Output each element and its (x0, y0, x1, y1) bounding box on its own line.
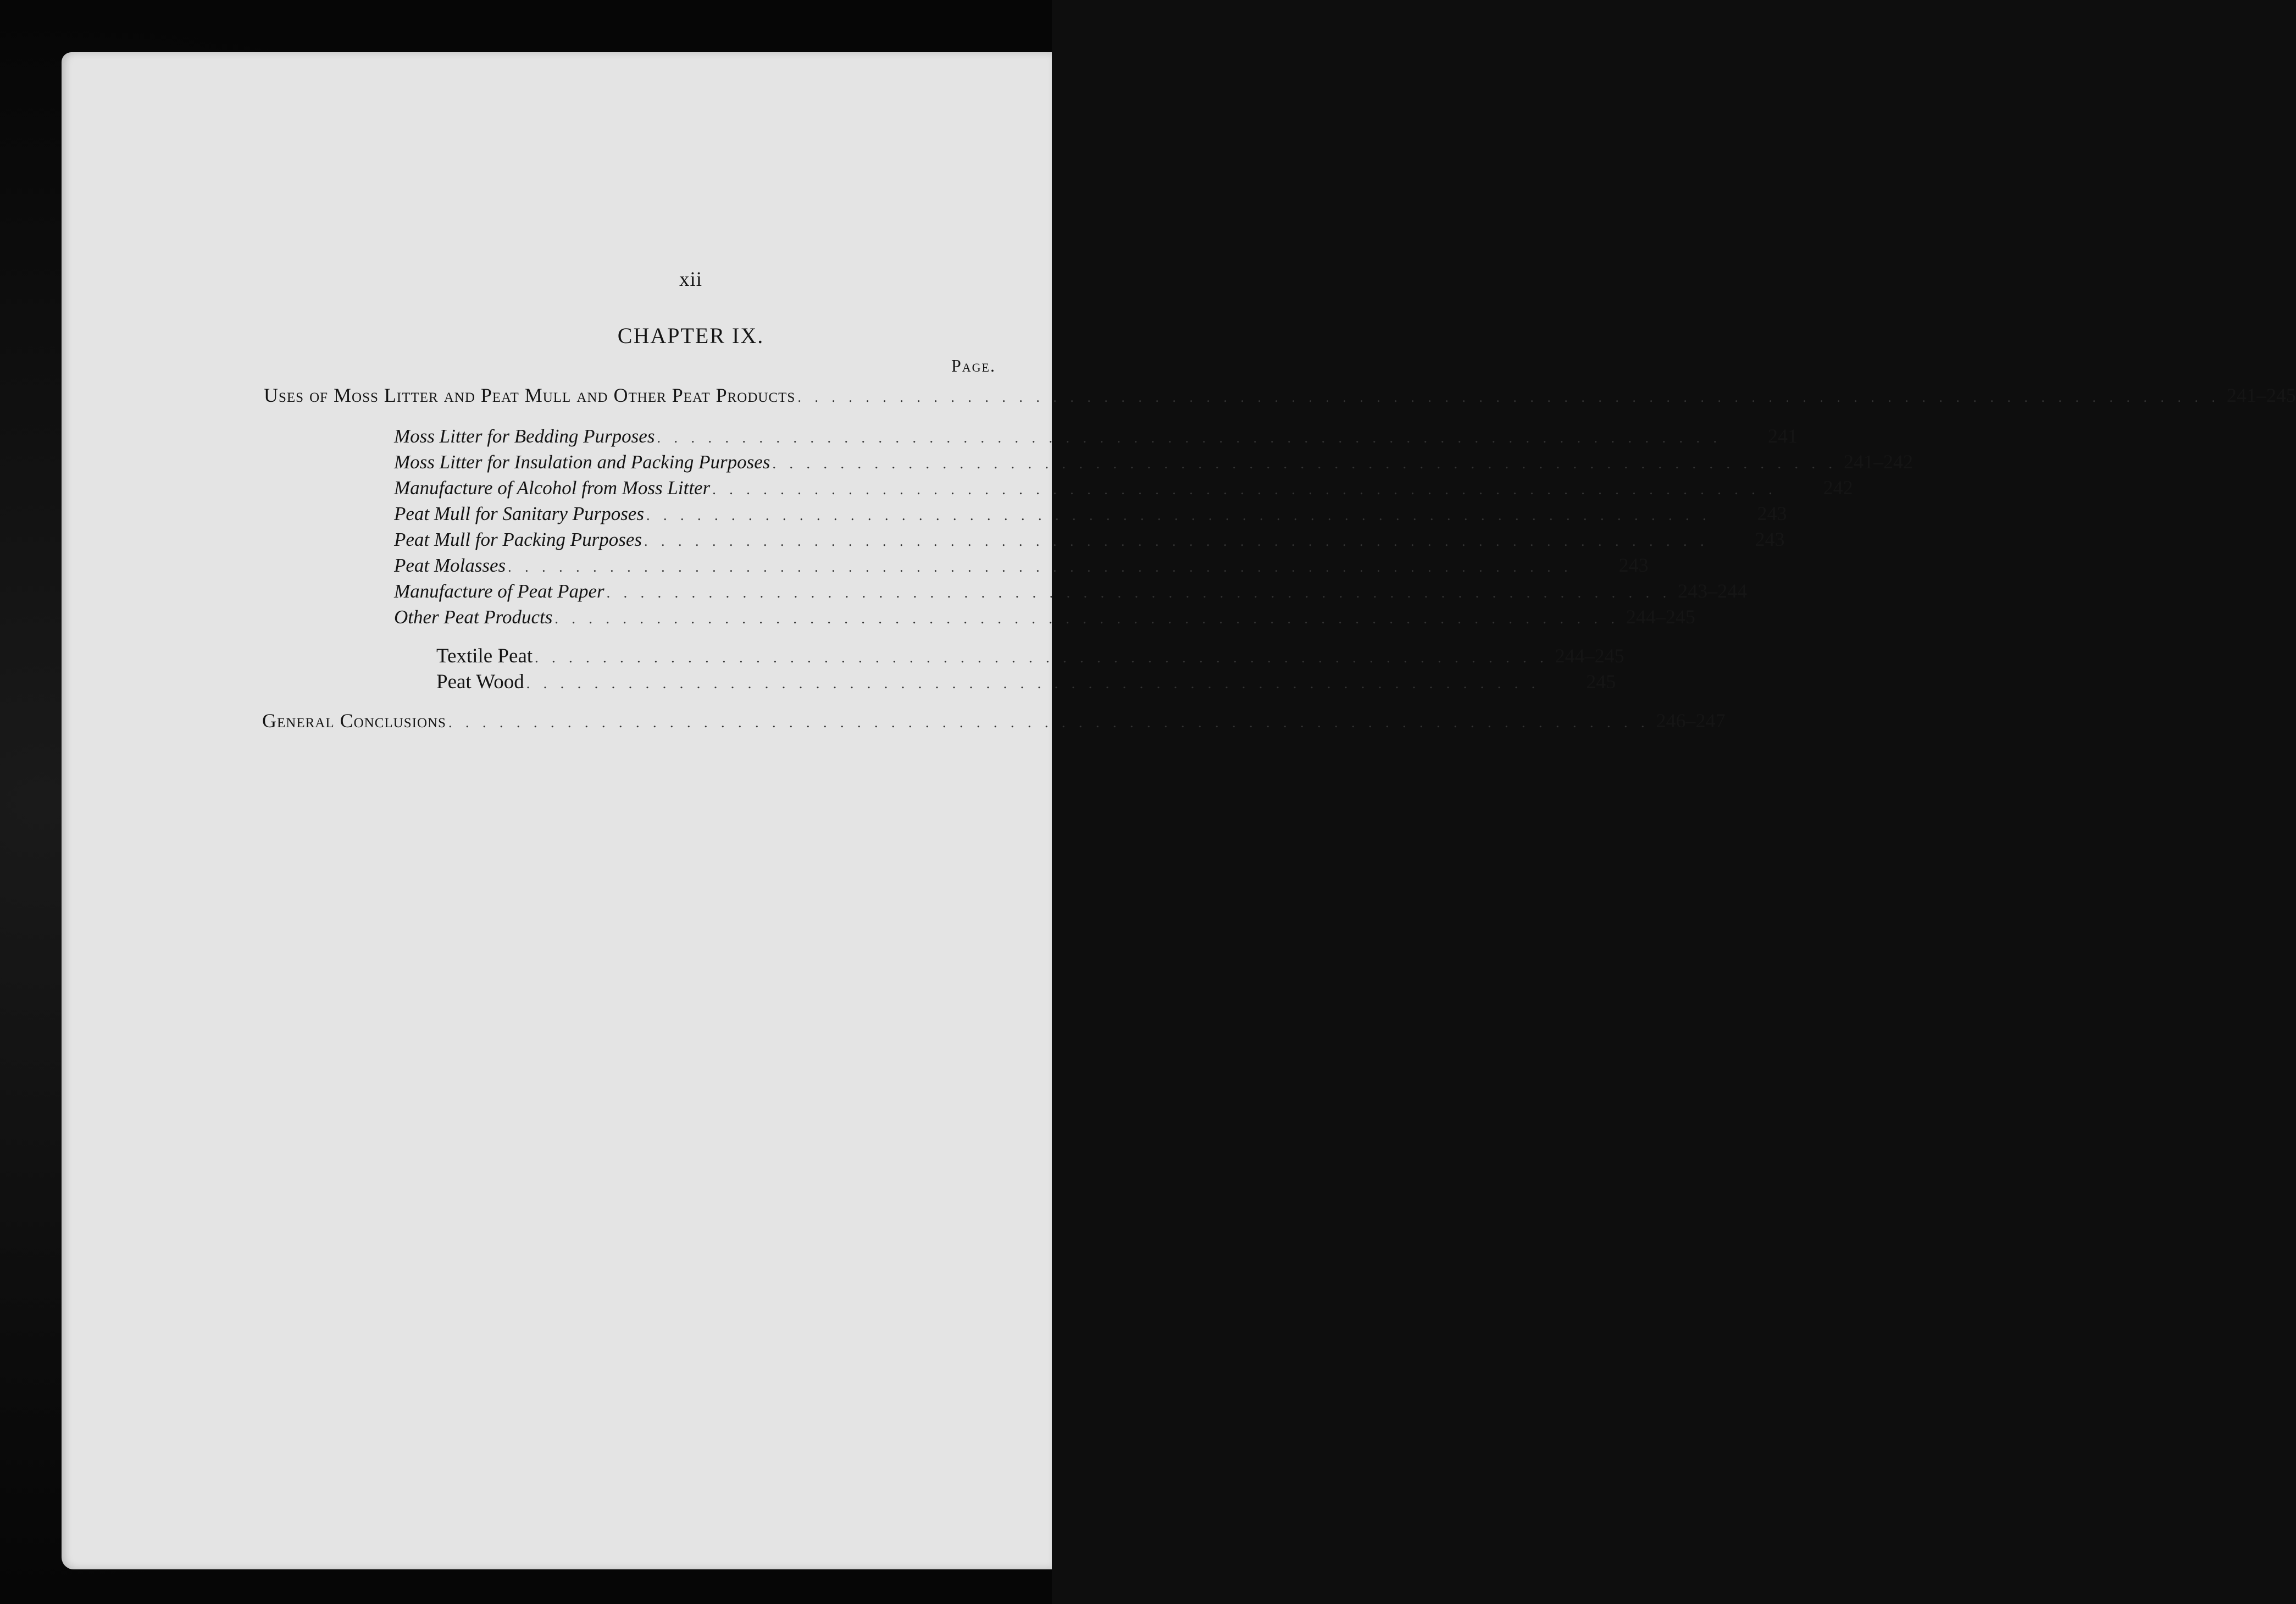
toc-item (394, 476, 1853, 499)
toc-item (394, 605, 1695, 628)
dot-leader: . . . . . . . . . . . . . . . . . . . . . . . . . . . . . . . . . . . . . . . . . . . . . . . . . . . . . . . . . . . . . . . (712, 482, 1777, 497)
chapter-heading: CHAPTER IX. (617, 323, 764, 348)
toc-item-title: Peat Molasses (394, 555, 506, 576)
document-page (62, 52, 2296, 1569)
toc-subitem-pages: 244–245 (1555, 645, 1624, 667)
page-number: xii (679, 268, 703, 291)
toc-item (394, 502, 1787, 525)
toc-section-pages: 241–245 (2226, 384, 2296, 406)
toc-subitem-title: Textile Peat (436, 645, 533, 667)
toc-item-title: Moss Litter for Insulation and Packing Purposes (394, 451, 770, 473)
dot-leader: . . . . . . . . . . . . . . . . . . . . . . . . . . . . . . . . . . . . . . . . . . . . . . . . . . . . . . . . . . . . . . . (657, 430, 1722, 446)
toc-subitem (436, 644, 1624, 668)
toc-item (394, 554, 1649, 577)
dot-leader: . . . . . . . . . . . . . . . . . . . . . . . . . . . . . . . . . . . . . . . . . . . . . . . . . . . . . . . . . . . . (535, 650, 1549, 666)
dot-leader: . . . . . . . . . . . . . . . . . . . . . . . . . . . . . . . . . . . . . . . . . . . . . . . . . . . . . . . . . . . . (526, 676, 1540, 692)
toc-item (394, 450, 1913, 473)
toc-item-pages: 243–244 (1678, 580, 1748, 602)
toc-subitem-title: Peat Wood (436, 671, 524, 693)
toc-section-pages: 246–247 (1656, 710, 1726, 732)
page-column-label: Page. (951, 356, 996, 375)
dot-leader: . . . . . . . . . . . . . . . . . . . . . . . . . . . . . . . . . . . . . . . . . . . . . . . . . . . . . . . . . . . . . . . (508, 559, 1573, 575)
toc-item-pages: 243 (1757, 502, 1787, 524)
toc-item (394, 424, 1798, 447)
toc-section-title: General Conclusions (262, 710, 446, 732)
toc-item-pages: 243 (1618, 554, 1649, 576)
dot-leader: . . . . . . . . . . . . . . . . . . . . . . . . . . . . . . . . . . . . . . . . . . . . . . . . . . . . . . . . . . . . . . . . . . . . . . . (448, 715, 1650, 731)
toc-item-title: Other Peat Products (394, 606, 553, 628)
toc-item-title: Manufacture of Peat Paper (394, 580, 604, 602)
toc-subitem (436, 670, 1616, 694)
toc-item (394, 579, 1748, 602)
toc-item-pages: 241 (1767, 425, 1798, 447)
dot-leader: . . . . . . . . . . . . . . . . . . . . . . . . . . . . . . . . . . . . . . . . . . . . . . . . . . . . . . . . . . . . . . . (644, 533, 1709, 549)
toc-section-title: Uses of Moss Litter and Peat Mull and Other Peat Products (264, 384, 796, 406)
toc-item-pages: 242 (1823, 477, 1853, 499)
dot-leader: . . . . . . . . . . . . . . . . . . . . . . . . . . . . . . . . . . . . . . . . . . . . . . . . . . . . . . . . . . . . . . . (554, 611, 1620, 627)
toc-section-uses-of-moss-litter (264, 384, 2296, 407)
toc-item-title: Manufacture of Alcohol from Moss Litter (394, 477, 711, 499)
toc-subitem-pages: 245 (1586, 671, 1616, 693)
dot-leader: . . . . . . . . . . . . . . . . . . . . . . . . . . . . . . . . . . . . . . . . . . . . . . . . . . . . . . . . . . . . . . . (646, 507, 1711, 523)
toc-item-pages: 243 (1755, 528, 1785, 550)
toc-section-general-conclusions (262, 709, 1726, 732)
dot-leader: . . . . . . . . . . . . . . . . . . . . . . . . . . . . . . . . . . . . . . . . . . . . . . . . . . . . . . . . . . . . . . . (772, 456, 1837, 472)
toc-item-pages: 241–242 (1843, 451, 1913, 473)
dot-leader: . . . . . . . . . . . . . . . . . . . . . . . . . . . . . . . . . . . . . . . . . . . . . . . . . . . . . . . . . . . . . . . (606, 585, 1672, 601)
toc-item-pages: 244–245 (1626, 606, 1695, 628)
toc-item-title: Peat Mull for Sanitary Purposes (394, 503, 644, 524)
toc-item-title: Peat Mull for Packing Purposes (394, 529, 642, 550)
dot-leader: . . . . . . . . . . . . . . . . . . . . . . . . . . . . . . . . . . . . . . . . . . . . . . . . . . . . . . . . . . . . . . . . . . . . . . . . . . . . . . . . . . . . (797, 389, 2220, 405)
toc-item (394, 528, 1785, 551)
toc-item-title: Moss Litter for Bedding Purposes (394, 425, 655, 447)
